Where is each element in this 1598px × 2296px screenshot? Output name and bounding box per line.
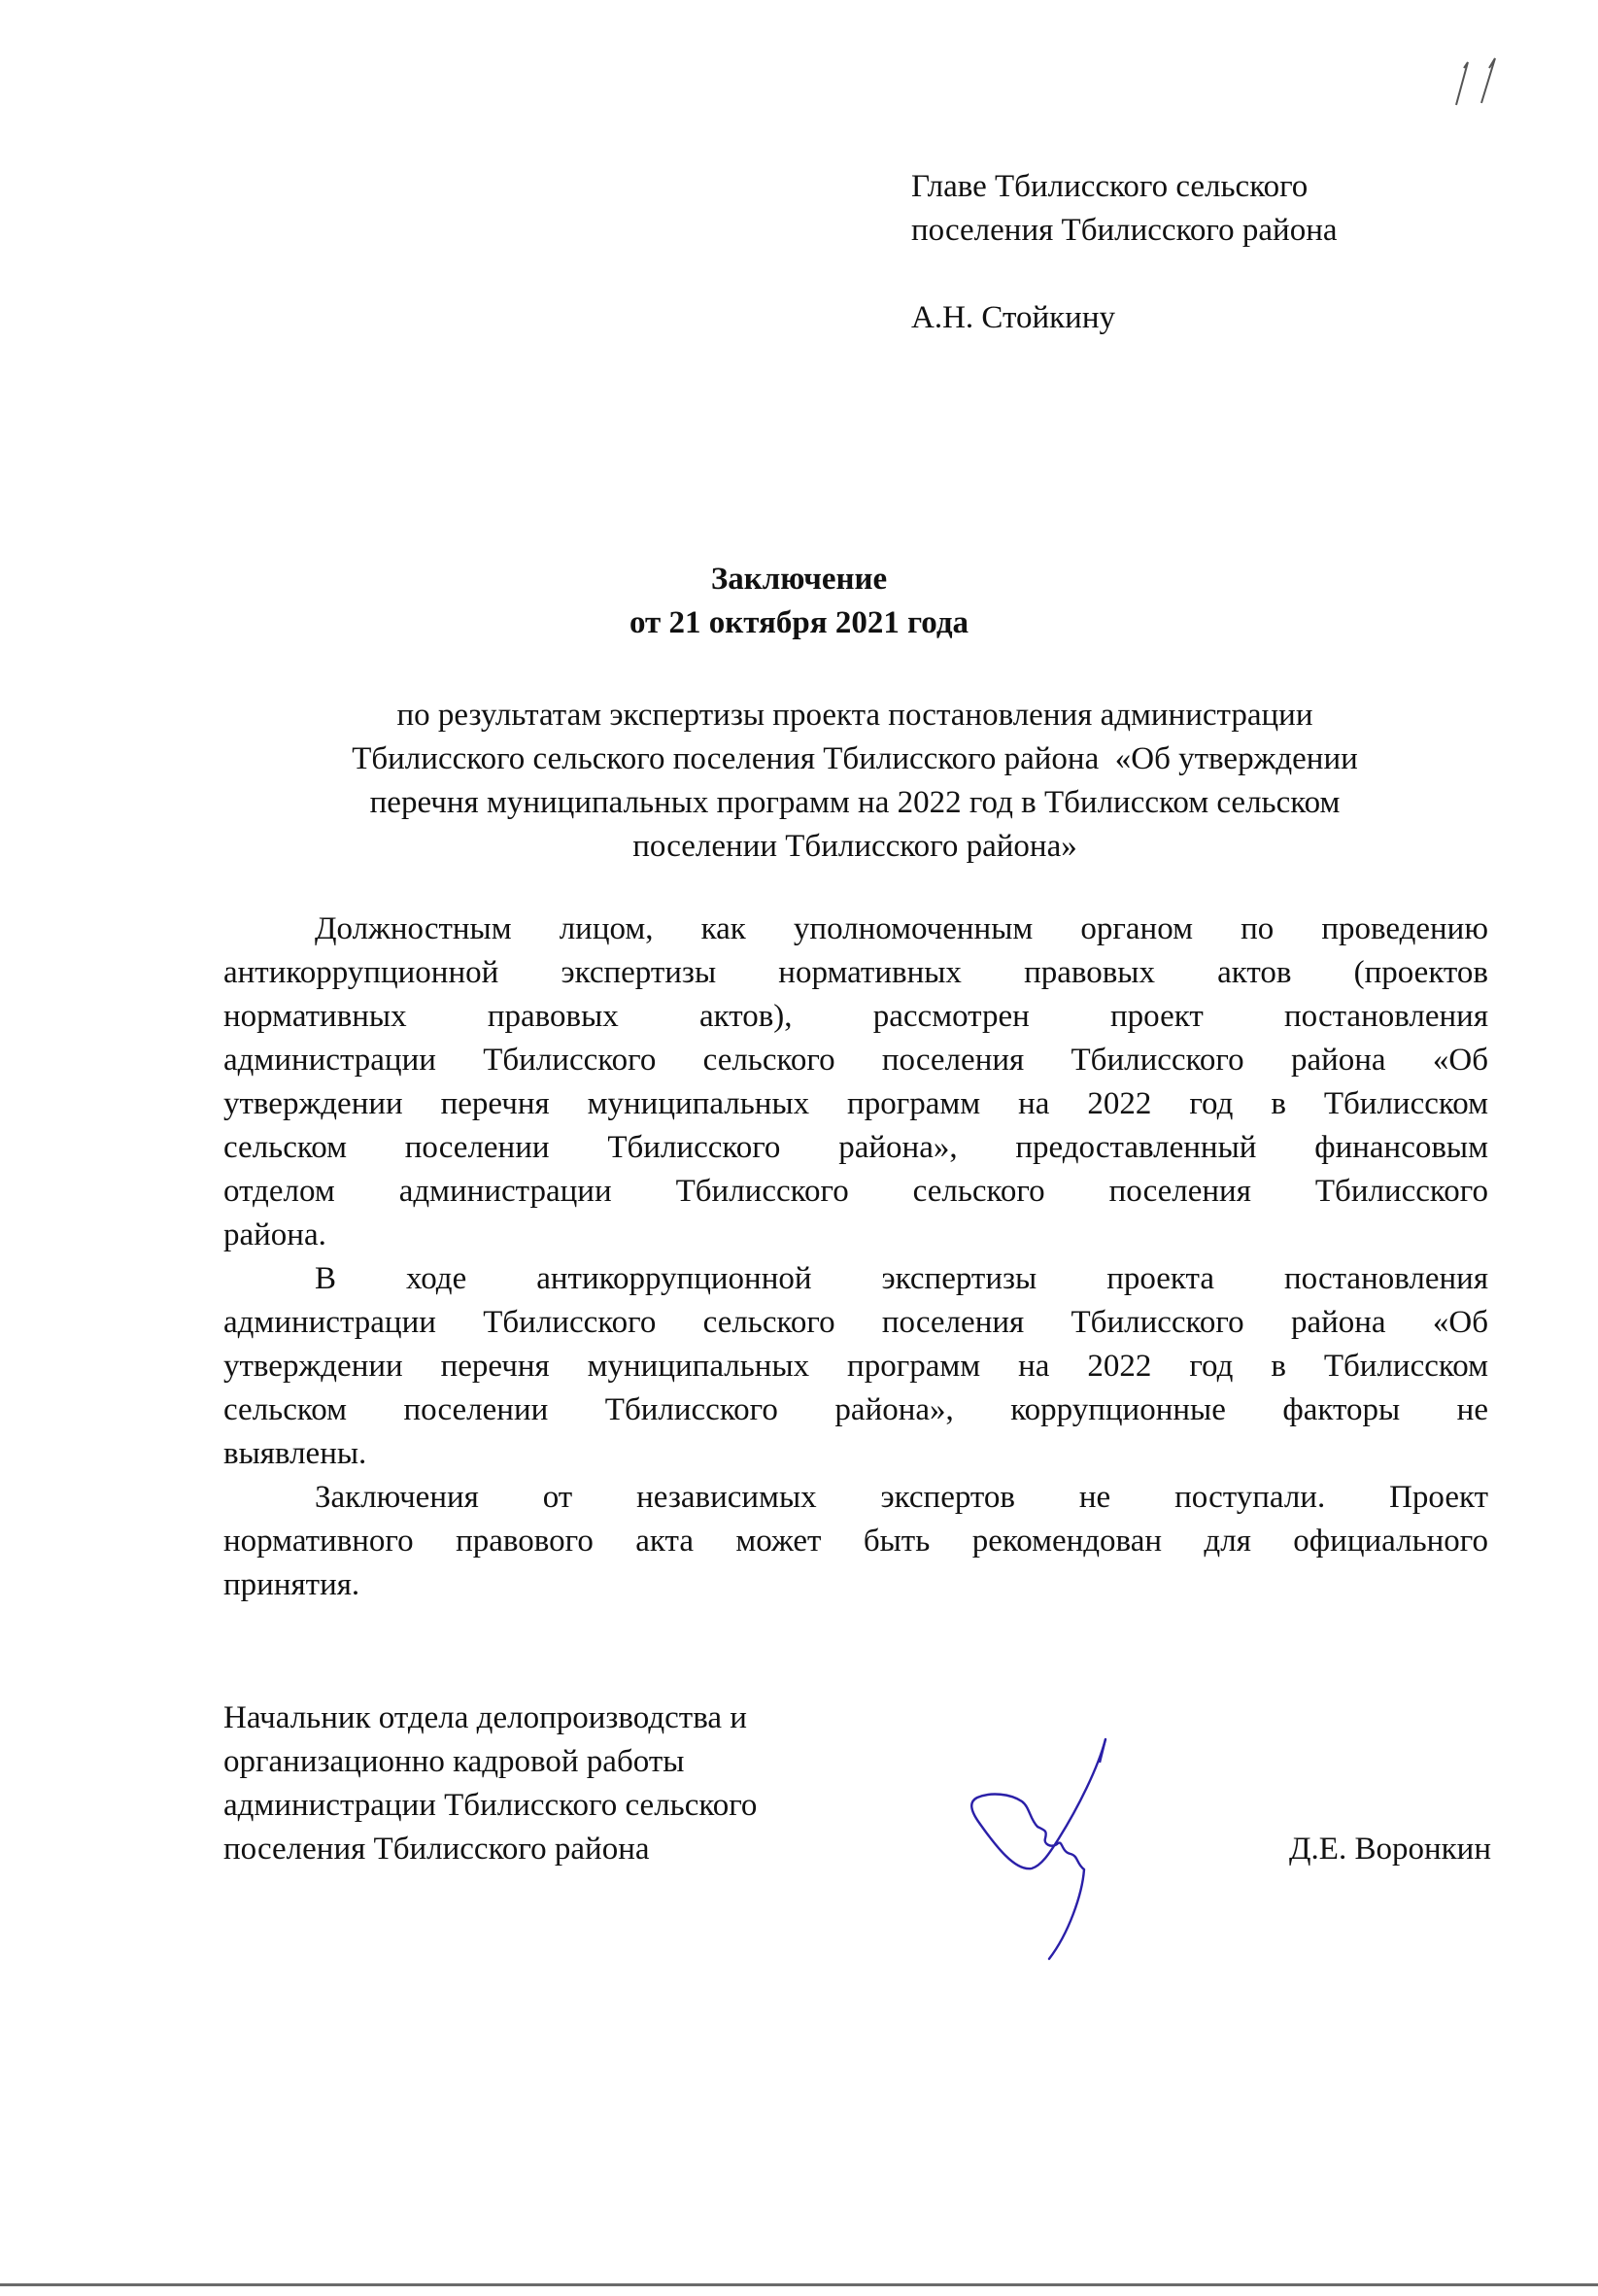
body-line: нормативного правового акта может быть рекомендован для официального: [223, 1524, 1488, 1559]
signer-title-line: поселения Тбилисского района: [223, 1832, 650, 1867]
body-line: администрации Тбилисского сельского поселения Тбилисского района «Об: [223, 1043, 1488, 1078]
subject-line: перечня муниципальных программ на 2022 год в Тбилисском сельском: [369, 785, 1341, 820]
signer-title-line: Начальник отдела делопроизводства и: [223, 1700, 747, 1735]
body-line: утверждении перечня муниципальных программ на 2022 год в Тбилисском: [223, 1349, 1488, 1384]
addressee-line: поселения Тбилисского района: [911, 213, 1338, 248]
title-date: от 21 октября 2021 года: [629, 605, 969, 640]
document-subject: [223, 694, 1486, 869]
body-line: утверждении перечня муниципальных программ на 2022 год в Тбилисском: [223, 1086, 1488, 1121]
document-body: [223, 908, 1488, 1607]
body-line: антикоррупционной экспертизы нормативных правовых актов (проектов: [223, 955, 1488, 990]
body-line: сельском поселении Тбилисского района», коррупционные факторы не: [223, 1392, 1488, 1427]
paragraph-review: [223, 908, 1488, 1257]
body-line: Должностным лицом, как уполномоченным органом по проведению: [315, 911, 1488, 946]
body-line: отделом администрации Тбилисского сельского поселения Тбилисского: [223, 1174, 1488, 1209]
signer-title-line: организационно кадровой работы: [223, 1744, 685, 1779]
subject-line: поселении Тбилисского района»: [632, 829, 1077, 864]
handwritten-page-number: [1443, 51, 1520, 109]
addressee-line: Главе Тбилисского сельского: [911, 169, 1309, 204]
signer-title-line: администрации Тбилисского сельского: [223, 1788, 758, 1823]
body-line: нормативных правовых актов), рассмотрен проект постановления: [223, 999, 1488, 1034]
addressee-name: А.Н. Стойкину: [911, 300, 1115, 335]
paragraph-recommendation: [223, 1476, 1488, 1607]
addressee-block: [911, 165, 1513, 340]
paragraph-findings: [223, 1257, 1488, 1476]
body-line: принятия.: [223, 1567, 360, 1602]
body-line: выявлены.: [223, 1436, 367, 1471]
subject-line: Тбилисского сельского поселения Тбилисского района «Об утверждении: [352, 741, 1358, 776]
body-line: В ходе антикоррупционной экспертизы проекта постановления: [315, 1261, 1488, 1296]
body-line: Заключения от независимых экспертов не поступали. Проект: [315, 1480, 1488, 1515]
body-line: сельском поселении Тбилисского района», предоставленный финансовым: [223, 1130, 1488, 1165]
body-line: района.: [223, 1217, 326, 1252]
signer-name: Д.Е. Воронкин: [1289, 1832, 1491, 1867]
signer-position: [223, 1696, 903, 1871]
subject-line: по результатам экспертизы проекта постановления администрации: [396, 698, 1313, 733]
title-heading: Заключение: [710, 562, 888, 597]
handwritten-signature: [962, 1730, 1137, 1963]
document-title: [0, 558, 1598, 645]
body-line: администрации Тбилисского сельского поселения Тбилисского района «Об: [223, 1305, 1488, 1340]
scan-edge-line: [0, 2283, 1598, 2286]
